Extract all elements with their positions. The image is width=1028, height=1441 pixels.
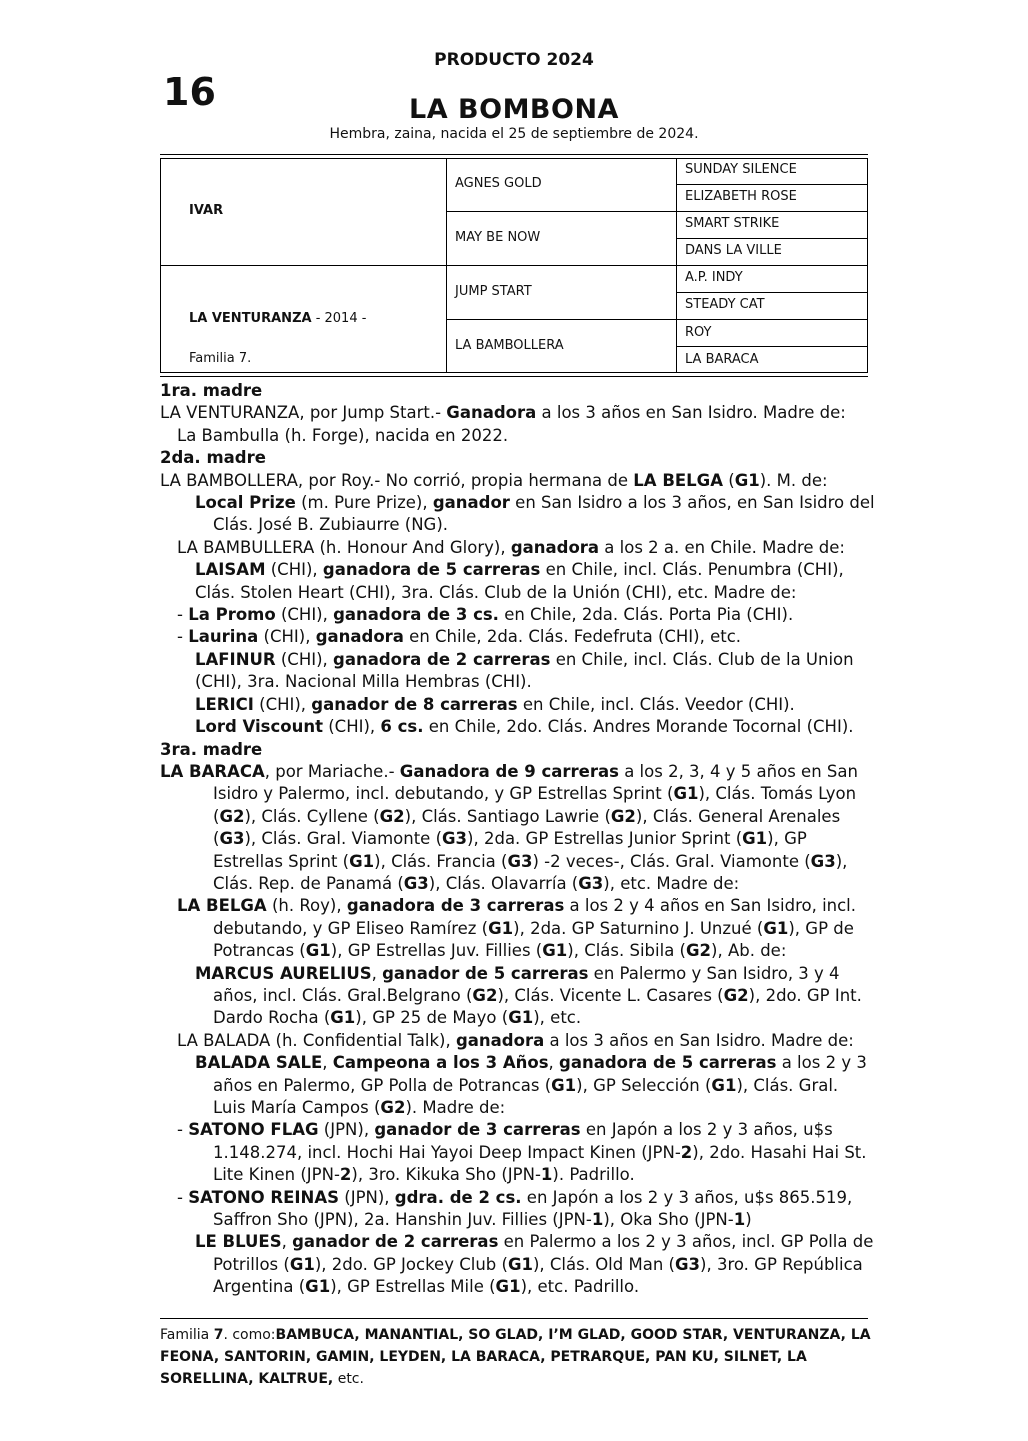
sire: IVAR	[189, 203, 224, 218]
para-lerici: LERICI (CHI), ganador de 8 carreras en Chile, incl. Clás. Veedor (CHI).	[195, 694, 795, 714]
horse-name: LA BOMBONA	[409, 94, 619, 125]
g3-4: DANS LA VILLE	[685, 243, 782, 258]
sire-sire: AGNES GOLD	[455, 176, 542, 191]
para-la-baraca: LA BARACA, por Mariache.- Ganadora de 9 carreras a los 2, 3, 4 y 5 años en San Isidro y Palermo, incl. debutando, y GP Estrellas Sprint (G1), Clás. Tomás Lyon (G2), Clás. Cyllene (G2), Clás. Santiago Lawrie (G2), Clás. General Arenales (G3), Clás. Gral. Viamonte (G3), 2da. GP Estrellas Junior Sprint (G1), GP Estrellas Sprint (G1), Clás. Francia (G3) -2 veces-, Clás. Gral. Viamonte (G3), Clás. Rep. de Panamá (G3), Clás. Olavarría (G3), etc. Madre de:	[160, 761, 858, 893]
para-la-bambollera: LA BAMBOLLERA, por Roy.- No corrió, propia hermana de LA BELGA (G1). M. de:	[160, 470, 828, 490]
g3-5: A.P. INDY	[685, 270, 743, 285]
horse-description: Hembra, zaina, nacida el 25 de septiembre de 2024.	[329, 126, 699, 142]
g3-6: STEADY CAT	[685, 297, 765, 312]
footer-divider	[160, 1318, 868, 1319]
heading-3ra-madre: 3ra. madre	[160, 739, 263, 759]
g3-7: ROY	[685, 325, 712, 340]
producto-heading: PRODUCTO 2024	[434, 50, 594, 70]
para-laurina: - Laurina (CHI), ganadora en Chile, 2da. Clás. Fedefruta (CHI), etc.	[177, 627, 742, 647]
para-la-promo: - La Promo (CHI), ganadora de 3 cs. en Chile, 2da. Clás. Porta Pia (CHI).	[177, 605, 794, 625]
para-laisam: LAISAM (CHI), ganadora de 5 carreras en Chile, incl. Clás. Penumbra (CHI), Clás. Stolen Heart (CHI), 3ra. Clás. Club de la Unión (CHI), etc. Madre de:	[195, 560, 844, 602]
para-lord-viscount: Lord Viscount (CHI), 6 cs. en Chile, 2do. Clás. Andres Morande Tocornal (CHI).	[195, 717, 854, 737]
para-local-prize: Local Prize (m. Pure Prize), ganador en San Isidro a los 3 años, en San Isidro del Clás. José B. Zubiaurre (NG).	[195, 493, 875, 535]
para-lafinur: LAFINUR (CHI), ganadora de 2 carreras en Chile, incl. Clás. Club de la Union (CHI), 3ra. Nacional Milla Hembras (CHI).	[195, 649, 854, 692]
dam-sire: JUMP START	[455, 284, 532, 299]
dam-dam: LA BAMBOLLERA	[455, 338, 564, 353]
dam-year: - 2014 -	[311, 311, 367, 326]
para-balada-sale: BALADA SALE, Campeona a los 3 Años, ganadora de 5 carreras a los 2 y 3 años en Palermo, GP Polla de Potrancas (G1), GP Selección (G1), Clás. Gral. Luis María Campos (G2). Madre de:	[195, 1053, 867, 1117]
dam: LA VENTURANZA	[189, 311, 312, 326]
para-satono-reinas: - SATONO REINAS (JPN), gdra. de 2 cs. en Japón a los 2 y 3 años, u$s 865.519, Saffron Sho (JPN), 2a. Hanshin Juv. Fillies (JPN-1), Oka Sho (JPN-1)	[177, 1187, 853, 1230]
g3-1: SUNDAY SILENCE	[685, 162, 797, 177]
pedigree-table	[160, 154, 868, 376]
para-marcus-aurelius: MARCUS AURELIUS, ganador de 5 carreras en Palermo y San Isidro, 3 y 4 años, incl. Clás. Gral.Belgrano (G2), Clás. Vicente L. Casares (G2), 2do. GP Int. Dardo Rocha (G1), GP 25 de Mayo (G1), etc.	[195, 963, 862, 1028]
g3-3: SMART STRIKE	[685, 216, 780, 231]
g3-8: LA BARACA	[685, 352, 759, 367]
g3-2: ELIZABETH ROSE	[685, 189, 797, 204]
para-la-venturanza: LA VENTURANZA, por Jump Start.- Ganadora a los 3 años en San Isidro. Madre de:	[160, 403, 846, 423]
para-la-belga: LA BELGA (h. Roy), ganadora de 3 carreras a los 2 y 4 años en San Isidro, incl. debutando, y GP Eliseo Ramírez (G1), 2da. GP Saturnino J. Unzué (G1), GP de Potrancas (G1), GP Estrellas Juv. Fillies (G1), Clás. Sibila (G2), Ab. de:	[177, 896, 857, 961]
para-la-balada: LA BALADA (h. Confidential Talk), ganadora a los 3 años en San Isidro. Madre de:	[177, 1030, 854, 1050]
lot-number: 16	[163, 70, 216, 114]
catalog-body	[160, 380, 875, 1299]
para-le-blues: LE BLUES, ganador de 2 carreras en Palermo a los 2 y 3 años, incl. GP Polla de Potrillos (G1), 2do. GP Jockey Club (G1), Clás. Old Man (G3), 3ro. GP República Argentina (G1), GP Estrellas Mile (G1), etc. Padrillo.	[195, 1232, 874, 1297]
sire-dam: MAY BE NOW	[455, 230, 541, 245]
familia-footer: Familia 7. como:BAMBUCA, MANANTIAL, SO GLAD, I’M GLAD, GOOD STAR, VENTURANZA, LA FEONA, SANTORIN, GAMIN, LEYDEN, LA BARACA, PETRARQUE, PAN KU, SILNET, LA SORELLINA, KALTRUE, etc.	[160, 1327, 871, 1387]
familia-label: Familia 7.	[189, 351, 252, 366]
heading-2da-madre: 2da. madre	[160, 448, 266, 468]
para-satono-flag: - SATONO FLAG (JPN), ganador de 3 carreras en Japón a los 2 y 3 años, u$s 1.148.274, incl. Hochi Hai Yayoi Deep Impact Kinen (JPN-2), 2do. Hasahi Hai St. Lite Kinen (JPN-2), 3ro. Kikuka Sho (JPN-1). Padrillo.	[177, 1120, 867, 1185]
heading-1ra-madre: 1ra. madre	[160, 381, 263, 400]
para-la-bambullera: LA BAMBULLERA (h. Honour And Glory), ganadora a los 2 a. en Chile. Madre de:	[177, 537, 845, 557]
para-la-bambulla: La Bambulla (h. Forge), nacida en 2022.	[177, 425, 509, 445]
dam-line	[189, 311, 366, 326]
